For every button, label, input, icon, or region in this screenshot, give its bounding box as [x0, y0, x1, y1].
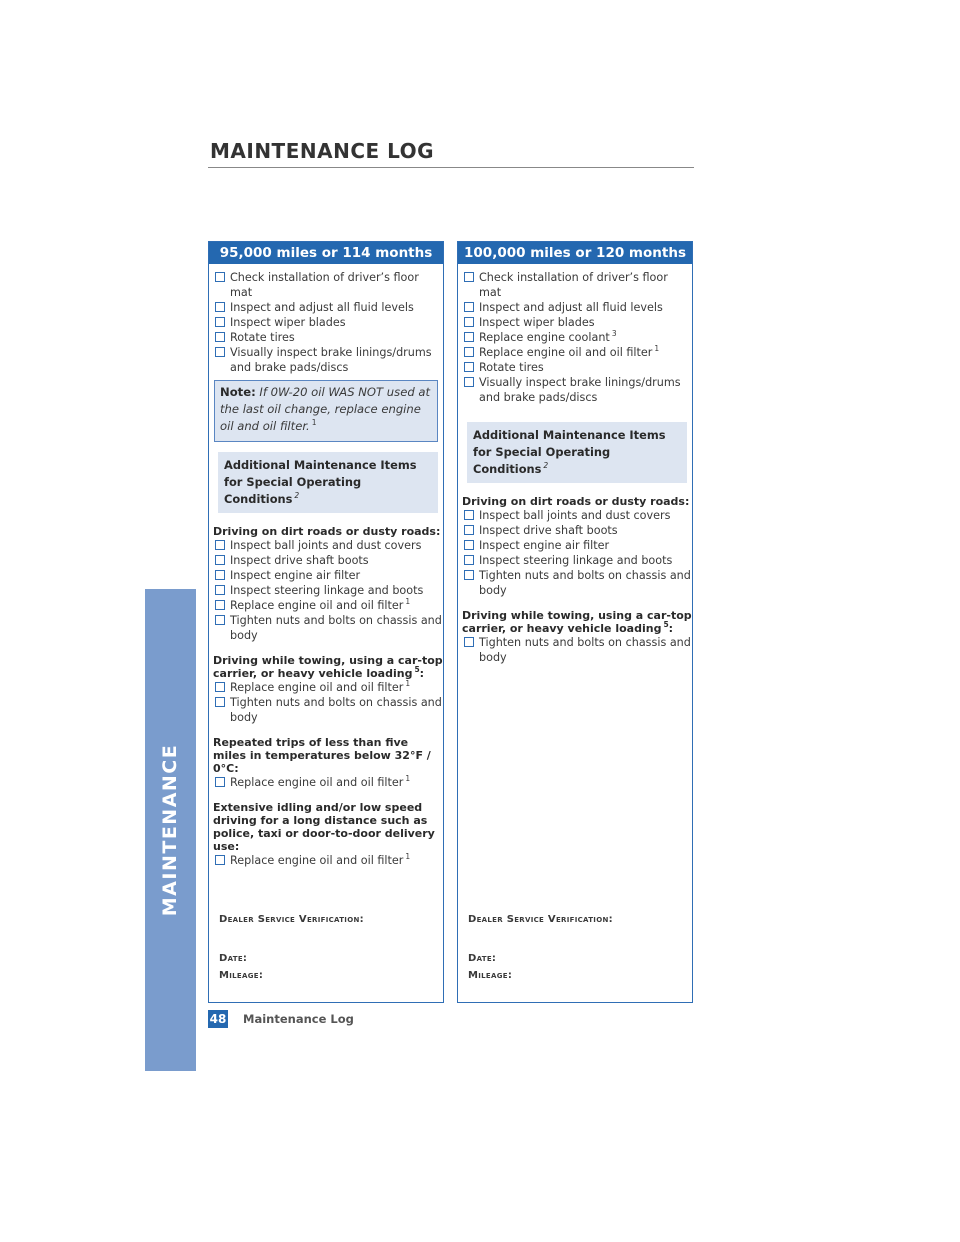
page-number: 48 [209, 1012, 227, 1026]
title-divider [208, 167, 694, 168]
checklist-item [213, 538, 443, 553]
additional-items-title: Additional Maintenance Items for Special Operating Conditions [473, 428, 666, 476]
checkbox-icon[interactable] [464, 272, 474, 282]
side-tab-label: MAINTENANCE [159, 743, 181, 917]
checklist-item-text: Replace engine oil and oil filter $^1$ [230, 679, 411, 694]
checkbox-icon[interactable] [464, 332, 474, 342]
footer-label: Maintenance Log [243, 1012, 354, 1026]
footnote-ref: 1 [405, 852, 411, 862]
condition-heading: Extensive idling and/or low speed driving for a long distance such as police, taxi or door-to-door delivery use: [213, 801, 435, 853]
conditions [213, 525, 443, 868]
additional-items-footnote: 2 [543, 461, 549, 471]
checklist-item-text: Rotate tires [230, 331, 295, 344]
checkbox-icon[interactable] [215, 332, 225, 342]
checklist-item [462, 538, 692, 553]
checklist-item [213, 300, 443, 315]
footnote-ref: 1 [654, 344, 660, 354]
checkbox-icon[interactable] [215, 540, 225, 550]
column-header: 95,000 miles or 114 months [209, 242, 443, 264]
checklist-item [213, 553, 443, 568]
checkbox-icon[interactable] [215, 555, 225, 565]
checklist [213, 270, 443, 375]
checklist-item-text: Replace engine oil and oil filter $^1$ [230, 852, 411, 867]
checklist-item [462, 360, 692, 375]
condition-checklist [462, 635, 692, 665]
checklist-item [213, 775, 443, 790]
dealer-service-verification: Dealer Service Verification: [468, 914, 613, 925]
checklist-item-text: Replace engine oil and oil filter $^1$ [230, 774, 411, 789]
checklist-item [213, 613, 443, 643]
checklist-item [213, 270, 443, 300]
checklist-item [213, 568, 443, 583]
additional-items-title: Additional Maintenance Items for Special Operating Conditions [224, 458, 417, 506]
checklist-item [462, 315, 692, 330]
condition-heading: Driving while towing, using a car-top carrier, or heavy vehicle loading $^5$: [213, 654, 443, 680]
date-field: Date: [468, 953, 497, 964]
checklist-item-text: Inspect and adjust all fluid levels [230, 301, 414, 314]
condition-checklist [213, 775, 443, 790]
mileage-field: Mileage: [468, 970, 513, 981]
checklist-item [462, 523, 692, 538]
note-label: Note: [220, 385, 256, 399]
checklist-item-text: Tighten nuts and bolts on chassis and body [230, 614, 442, 642]
checkbox-icon[interactable] [215, 855, 225, 865]
footnote-ref: 1 [405, 679, 411, 689]
checklist-item-text: Inspect drive shaft boots [230, 554, 369, 567]
checklist-item [462, 568, 692, 598]
additional-items-footnote: 2 [294, 491, 300, 501]
checklist-item-text: Replace engine oil and oil filter $^1$ [479, 344, 660, 359]
checklist-item-text: Inspect ball joints and dust covers [230, 539, 422, 552]
condition-checklist [213, 538, 443, 643]
checklist-item [462, 553, 692, 568]
checklist-item [213, 695, 443, 725]
dealer-service-verification: Dealer Service Verification: [219, 914, 364, 925]
checklist-item-text: Check installation of driver’s floor mat [479, 271, 668, 299]
footnote-ref: 1 [405, 597, 411, 607]
checkbox-icon[interactable] [464, 510, 474, 520]
checklist-item-text: Check installation of driver’s floor mat [230, 271, 419, 299]
condition-checklist [213, 680, 443, 725]
footnote-ref: 3 [611, 329, 617, 339]
conditions [462, 495, 692, 665]
note-box [214, 380, 438, 442]
checkbox-icon[interactable] [464, 362, 474, 372]
checklist-item-text: Inspect steering linkage and boots [479, 554, 673, 567]
checkbox-icon[interactable] [464, 540, 474, 550]
checkbox-icon[interactable] [215, 777, 225, 787]
checkbox-icon[interactable] [215, 615, 225, 625]
checkbox-icon[interactable] [464, 525, 474, 535]
checkbox-icon[interactable] [215, 302, 225, 312]
checklist-item [213, 315, 443, 330]
checkbox-icon[interactable] [464, 317, 474, 327]
checklist-item-text: Inspect engine air filter [230, 569, 361, 582]
additional-items-heading [218, 452, 438, 513]
checklist-item-text: Replace engine coolant $^3$ [479, 329, 617, 344]
checklist-item-text: Tighten nuts and bolts on chassis and body [230, 696, 442, 724]
checklist-item [462, 330, 692, 345]
checklist-item [462, 300, 692, 315]
checkbox-icon[interactable] [215, 347, 225, 357]
checklist-item [213, 598, 443, 613]
page-title: MAINTENANCE LOG [210, 139, 435, 163]
condition-heading: Driving on dirt roads or dusty roads: [213, 525, 441, 538]
checkbox-icon[interactable] [215, 600, 225, 610]
condition-heading: Repeated trips of less than five miles in temperatures below 32°F / 0°C: [213, 736, 431, 775]
checklist-item-text: Inspect wiper blades [230, 316, 346, 329]
checklist-item-text: Visually inspect brake linings/drums and brake pads/discs [230, 346, 432, 374]
checklist-item-text: Inspect wiper blades [479, 316, 595, 329]
checkbox-icon[interactable] [464, 302, 474, 312]
checkbox-icon[interactable] [464, 637, 474, 647]
additional-items-heading [467, 422, 687, 483]
condition-checklist [213, 853, 443, 868]
checklist-item [462, 508, 692, 523]
checklist-item [213, 680, 443, 695]
checklist-item [462, 270, 692, 300]
footnote-ref: 1 [405, 774, 411, 784]
condition-checklist [462, 508, 692, 598]
checkbox-icon[interactable] [464, 377, 474, 387]
checklist-item-text: Inspect steering linkage and boots [230, 584, 424, 597]
checkbox-icon[interactable] [215, 585, 225, 595]
checklist-item-text: Tighten nuts and bolts on chassis and body [479, 569, 691, 597]
condition-heading: Driving while towing, using a car-top carrier, or heavy vehicle loading $^5$: [462, 609, 692, 635]
checklist [462, 270, 692, 405]
checkbox-icon[interactable] [464, 570, 474, 580]
column-header: 100,000 miles or 120 months [458, 242, 692, 264]
mileage-field: Mileage: [219, 970, 264, 981]
checkbox-icon[interactable] [464, 555, 474, 565]
maintenance-column-95000 [208, 241, 444, 1003]
checklist-item [462, 635, 692, 665]
checklist-item [213, 583, 443, 598]
date-field: Date: [219, 953, 248, 964]
checklist-item-text: Inspect and adjust all fluid levels [479, 301, 663, 314]
checklist-item [213, 853, 443, 868]
checkbox-icon[interactable] [464, 347, 474, 357]
checklist-item [462, 345, 692, 360]
checkbox-icon[interactable] [215, 317, 225, 327]
note-footnote: 1 [311, 418, 317, 428]
checklist-item-text: Inspect ball joints and dust covers [479, 509, 671, 522]
checklist-item-text: Tighten nuts and bolts on chassis and body [479, 636, 691, 664]
checkbox-icon[interactable] [215, 682, 225, 692]
note-text: If 0W-20 oil WAS NOT used at the last oil change, replace engine oil and oil filter. [220, 385, 431, 433]
checklist-item-text: Inspect engine air filter [479, 539, 610, 552]
checklist-item-text: Rotate tires [479, 361, 544, 374]
checklist-item [462, 375, 692, 405]
maintenance-column-100000 [457, 241, 693, 1003]
checklist-item-text: Inspect drive shaft boots [479, 524, 618, 537]
checklist-item [213, 345, 443, 375]
checkbox-icon[interactable] [215, 697, 225, 707]
checklist-item-text: Replace engine oil and oil filter $^1$ [230, 597, 411, 612]
checklist-item-text: Visually inspect brake linings/drums and brake pads/discs [479, 376, 681, 404]
condition-heading: Driving on dirt roads or dusty roads: [462, 495, 690, 508]
checklist-item [213, 330, 443, 345]
checkbox-icon[interactable] [215, 570, 225, 580]
checkbox-icon[interactable] [215, 272, 225, 282]
